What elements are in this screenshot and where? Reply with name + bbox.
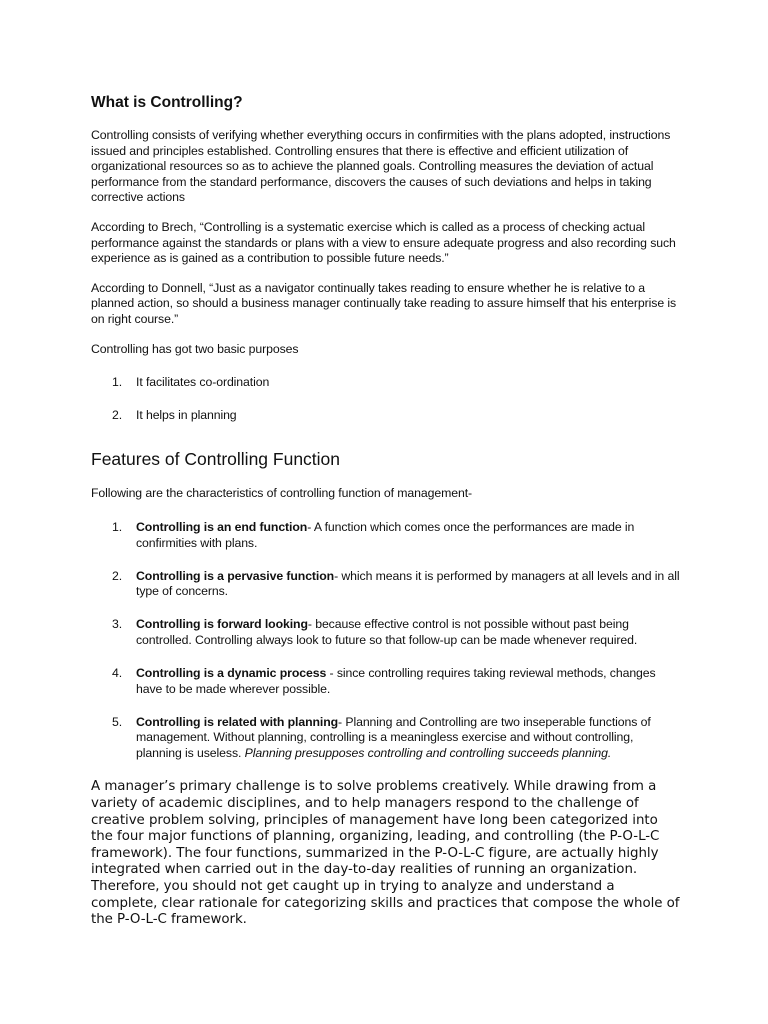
- document-content: [91, 93, 681, 929]
- list-item: [91, 408, 681, 424]
- feature-description: - A function which comes once the performances are made in confirmities with plans.: [136, 519, 635, 550]
- list-number: 1.: [112, 375, 123, 390]
- list-number: 4.: [112, 665, 123, 680]
- feature-term: Controlling is an end function: [136, 519, 308, 534]
- list-number: 5.: [112, 714, 123, 729]
- list-item: [91, 520, 681, 551]
- section-title-what-is-controlling: What is Controlling?: [91, 94, 243, 111]
- feature-term: Controlling is a dynamic process: [136, 665, 327, 680]
- paragraph-brech-quote: According to Brech, “Controlling is a systematic exercise which is called as a process of checking actual performance against the standards or plans with a view to ensure adequate progress and also recording such experience as is gained as a contribution to possible future needs.”: [91, 219, 676, 266]
- list-item: [91, 375, 681, 391]
- list-item: [91, 666, 681, 697]
- feature-description: - which means it is performed by managers at all levels and in all type of concerns.: [136, 568, 680, 599]
- paragraph-purposes-intro: Controlling has got two basic purposes: [91, 341, 299, 356]
- list-text: It helps in planning: [136, 407, 237, 422]
- paragraph-polc-framework: A manager’s primary challenge is to solve problems creatively. While drawing from a variety of academic disciplines, and to help managers respond to the challenge of creative problem solving, principles of management have long been categorized into the four major functions of planning, organizing, leading, and controlling (the P-O-L-C framework). The four functions, summarized in the P-O-L-C figure, are actually highly integrated when carried out in the day-to-day realities of running an organization. Therefore, you should not get caught up in trying to analyze and understand a complete, clear rationale for categorizing skills and practices that compose the whole of the P-O-L-C framework.: [91, 779, 680, 928]
- list-number: 3.: [112, 617, 123, 632]
- list-item: [91, 715, 681, 762]
- feature-emphasis: Planning presupposes controlling and controlling succeeds planning.: [244, 745, 612, 760]
- list-number: 2.: [112, 407, 123, 422]
- paragraph-features-intro: Following are the characteristics of controlling function of management-: [91, 486, 473, 501]
- paragraph-donnell-quote: According to Donnell, “Just as a navigator continually takes reading to ensure whether he is relative to a planned action, so should a business manager continually take reading to assure himself that his enterprise is on right course.”: [91, 280, 677, 326]
- features-list: [91, 520, 681, 762]
- list-item: [91, 617, 681, 648]
- feature-term: Controlling is forward looking: [136, 617, 308, 632]
- feature-description: - because effective control is not possible without past being controlled. Controlling always look to future so that follow-up can be made whenever required.: [136, 617, 638, 647]
- feature-description: - Planning and Controlling are two inseperable functions of management. Without planning, controlling is a meaningless exercise and without controlling, planning is useless.: [136, 714, 651, 760]
- paragraph-definition: Controlling consists of verifying whether everything occurs in confirmities with the plans adopted, instructions issued and principles established. Controlling ensures that there is effective and efficient utilization of organizational resources so as to achieve the planned goals. Controlling measures the deviation of actual performance from the standard performance, discovers the causes of such deviations and helps in taking corrective actions: [91, 128, 671, 205]
- list-number: 1.: [112, 519, 123, 534]
- list-item: [91, 569, 681, 600]
- section-title-features: Features of Controlling Function: [91, 449, 341, 470]
- purposes-list: [91, 375, 681, 423]
- feature-term: Controlling is related with planning: [136, 714, 339, 729]
- feature-description: - since controlling requires taking reviewal methods, changes have to be made wherever possible.: [136, 665, 656, 696]
- list-number: 2.: [112, 568, 123, 583]
- list-text: It facilitates co-ordination: [136, 375, 270, 390]
- feature-term: Controlling is a pervasive function: [136, 568, 335, 583]
